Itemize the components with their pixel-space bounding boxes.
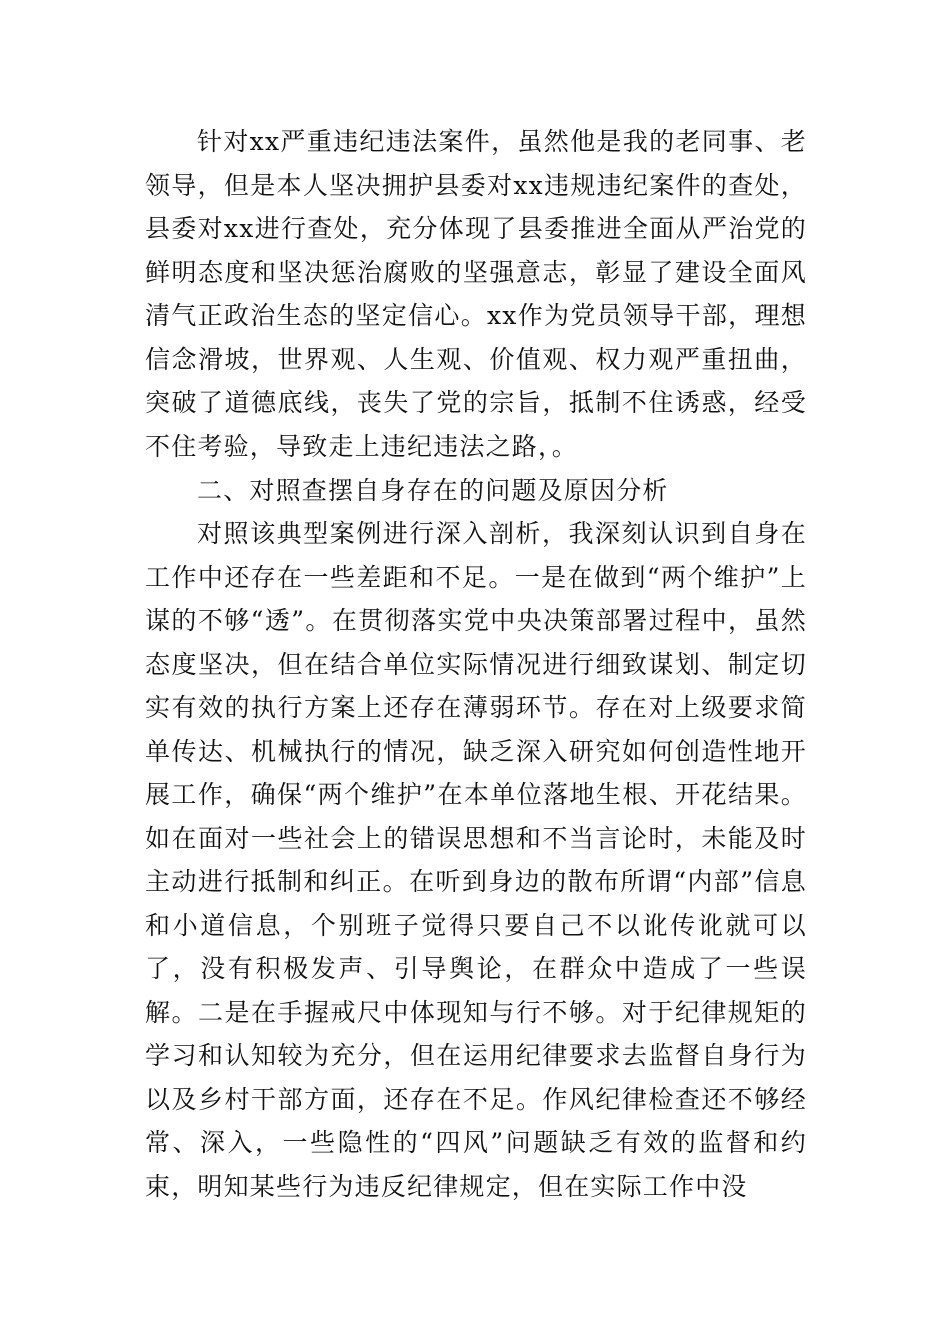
paragraph-case-statement	[145, 120, 807, 468]
section-2-heading: 二、对照查摆自身存在的问题及原因分析	[197, 476, 669, 505]
paragraph-1-text: 针对xx严重违纪违法案件，虽然他是我的老同事、老领导，但是本人坚决拥护县委对xx违规违纪案件的查处，县委对xx进行查处，充分体现了县委推进全面从严治党的鲜明态度和坚决惩治腐败的坚强意志，彰显了建设全面风清气正政治生态的坚定信心。xx作为党员领导干部，理想信念滑坡，世界观、人生观、价值观、权力观严重扭曲，突破了道德底线，丧失了党的宗旨，抵制不住诱惑，经受不住考验，导致走上违纪违法之路，。	[145, 127, 807, 461]
paragraph-analysis	[145, 512, 807, 1208]
section-heading	[145, 469, 807, 513]
paragraph-2-text: 对照该典型案例进行深入剖析，我深刻认识到自身在工作中还存在一些差距和不足。一是在做到“两个维护”上谋的不够“透”。在贯彻落实党中央决策部署过程中，虽然态度坚决，但在结合单位实际情况进行细致谋划、制定切实有效的执行方案上还存在薄弱环节。存在对上级要求简单传达、机械执行的情况，缺乏深入研究如何创造性地开展工作，确保“两个维护”在本单位落地生根、开花结果。如在面对一些社会上的错误思想和不当言论时，未能及时主动进行抵制和纠正。在听到身边的散布所谓“内部”信息和小道信息，个别班子觉得只要自己不以讹传讹就可以了，没有积极发声、引导舆论，在群众中造成了一些误解。二是在手握戒尺中体现知与行不够。对于纪律规矩的学习和认知较为充分，但在运用纪律要求去监督自身行为以及乡村干部方面，还存在不足。作风纪律检查还不够经常、深入，一些隐性的“四风”问题缺乏有效的监督和约束，明知某些行为违反纪律规定，但在实际工作中没	[145, 519, 807, 1201]
